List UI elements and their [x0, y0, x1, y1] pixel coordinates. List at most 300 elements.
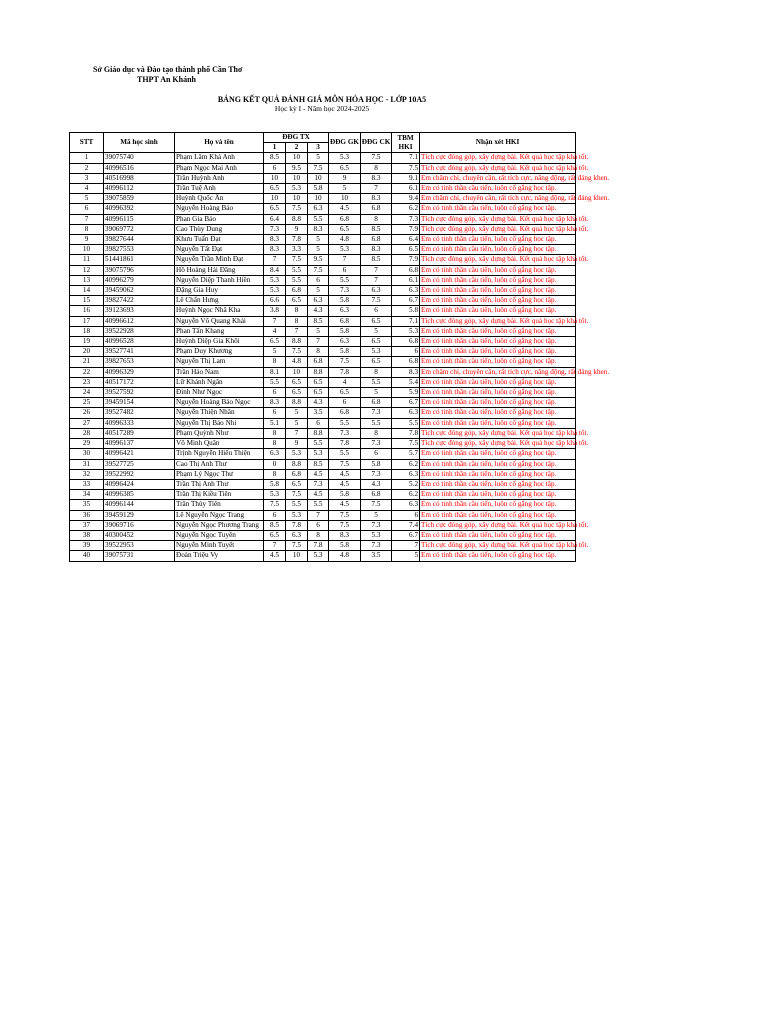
table-row: [70, 520, 576, 530]
cell-ck: 8: [361, 367, 392, 377]
cell-gk: 5.3: [329, 153, 361, 163]
table-row: [70, 235, 576, 245]
cell-tbm: 7.5: [392, 163, 420, 173]
cell-gk: 7.5: [329, 520, 361, 530]
cell-student-name: Trần Hảo Nam: [175, 367, 264, 377]
cell-ck: 5.5: [361, 377, 392, 387]
cell-gk: 7: [329, 255, 361, 265]
cell-stt: 16: [70, 306, 104, 316]
cell-tbm: 6.3: [392, 500, 420, 510]
cell-remark: Em có tinh thần cầu tiến, luôn cố gắng học tập.: [420, 245, 576, 255]
cell-ck: 7.5: [361, 296, 392, 306]
cell-remark: Tích cực đóng góp, xây dựng bài. Kết quả học tập khá tốt.: [421, 520, 589, 529]
cell-tx3: 8: [308, 347, 329, 357]
table-row: [70, 500, 576, 510]
cell-tx2: 5.5: [286, 500, 308, 510]
cell-tx1: 5.3: [264, 275, 286, 285]
cell-gk: 7.3: [329, 286, 361, 296]
cell-stt: 11: [70, 255, 104, 265]
cell-stt: 19: [70, 337, 104, 347]
cell-student-name: Nguyễn Trần Minh Đạt: [175, 255, 264, 265]
table-row: [70, 296, 576, 306]
cell-ck: 7: [361, 265, 392, 275]
cell-student-name: Huỳnh Ngọc Nhã Kha: [175, 306, 264, 316]
cell-stt: 34: [70, 490, 104, 500]
cell-stt: 30: [70, 449, 104, 459]
cell-stt: 21: [70, 357, 104, 367]
table-row: [70, 439, 576, 449]
cell-student-id: 39069772: [104, 224, 175, 234]
cell-stt: 1: [70, 153, 104, 163]
cell-tx1: 8.5: [264, 153, 286, 163]
cell-tx2: 7.5: [286, 255, 308, 265]
cell-tx3: 5.5: [308, 439, 329, 449]
cell-student-id: 39827422: [104, 296, 175, 306]
cell-tx3: 8.8: [308, 367, 329, 377]
cell-student-id: 40516998: [104, 173, 175, 183]
cell-tx2: 3.3: [286, 245, 308, 255]
cell-tx1: 6.5: [264, 530, 286, 540]
table-row: [70, 173, 576, 183]
cell-tbm: 5.8: [392, 306, 420, 316]
cell-tbm: 6.7: [392, 296, 420, 306]
cell-student-id: 39123693: [104, 306, 175, 316]
cell-gk: 5.5: [329, 275, 361, 285]
cell-remark: Em có tinh thần cầu tiến, luôn cố gắng học tập.: [420, 377, 576, 387]
cell-tx2: 10: [286, 173, 308, 183]
cell-ck: 7.3: [361, 469, 392, 479]
cell-stt: 10: [70, 245, 104, 255]
cell-student-id: 40996115: [104, 214, 175, 224]
cell-stt: 13: [70, 275, 104, 285]
cell-tx1: 4: [264, 326, 286, 336]
cell-stt: 23: [70, 377, 104, 387]
cell-remark: Em có tinh thần cầu tiến, luôn cố gắng học tập.: [420, 326, 576, 336]
cell-gk: 5.5: [329, 418, 361, 428]
cell-tx3: 6.5: [308, 377, 329, 387]
cell-tx3: 6: [308, 418, 329, 428]
cell-tx2: 10: [286, 367, 308, 377]
cell-gk: 4.5: [329, 204, 361, 214]
cell-tx3: 6.3: [308, 296, 329, 306]
cell-tx1: 6.5: [264, 337, 286, 347]
cell-student-id: 39527741: [104, 347, 175, 357]
cell-tx2: 6.8: [286, 469, 308, 479]
cell-gk: 4: [329, 377, 361, 387]
cell-tbm: 5.3: [392, 326, 420, 336]
cell-student-id: 39459154: [104, 398, 175, 408]
cell-ck: 3.5: [361, 551, 392, 561]
cell-stt: 40: [70, 551, 104, 561]
cell-tx1: 5.5: [264, 377, 286, 387]
cell-student-id: 39827644: [104, 235, 175, 245]
cell-student-id: 39827553: [104, 245, 175, 255]
cell-ck: 5.3: [361, 347, 392, 357]
cell-gk: 6.8: [329, 214, 361, 224]
cell-student-id: 39527725: [104, 459, 175, 469]
table-row: [70, 449, 576, 459]
table-header: [70, 133, 576, 153]
cell-tbm: 9.4: [392, 194, 420, 204]
cell-tx2: 8.8: [286, 214, 308, 224]
cell-ck: 8: [361, 214, 392, 224]
cell-tx1: 6: [264, 408, 286, 418]
cell-stt: 15: [70, 296, 104, 306]
cell-gk: 5.8: [329, 326, 361, 336]
cell-tbm: 5.9: [392, 388, 420, 398]
cell-gk: 8.3: [329, 530, 361, 540]
cell-student-id: 40996112: [104, 184, 175, 194]
cell-stt: 8: [70, 224, 104, 234]
cell-tbm: 7.4: [392, 520, 420, 530]
cell-student-id: 39459129: [104, 510, 175, 520]
cell-student-name: Nguyễn Thị Bảo Nhi: [175, 418, 264, 428]
table-row: [70, 388, 576, 398]
cell-student-name: Phan Gia Bảo: [175, 214, 264, 224]
cell-tx3: 5.5: [308, 500, 329, 510]
cell-tbm: 5.4: [392, 377, 420, 387]
cell-tx3: 8.5: [308, 459, 329, 469]
cell-student-id: 40996516: [104, 163, 175, 173]
cell-student-id: 39827653: [104, 357, 175, 367]
cell-tbm: 6.5: [392, 245, 420, 255]
cell-student-id: 40996385: [104, 490, 175, 500]
cell-student-name: Phan Tấn Khang: [175, 326, 264, 336]
cell-tx2: 4.8: [286, 357, 308, 367]
cell-stt: 3: [70, 173, 104, 183]
cell-tx2: 6.5: [286, 388, 308, 398]
cell-remark: Em chăm chỉ, chuyên cần, rất tích cực, năng động, rất đáng khen.: [421, 173, 610, 182]
table-row: [70, 357, 576, 367]
cell-remark: Em có tinh thần cầu tiến, luôn cố gắng học tập.: [420, 459, 576, 469]
table-row: [70, 408, 576, 418]
cell-student-id: 39522992: [104, 469, 175, 479]
cell-remark: Em có tinh thần cầu tiến, luôn cố gắng học tập.: [420, 388, 576, 398]
cell-remark: Tích cực đóng góp, xây dựng bài. Kết quả học tập khá tốt.: [421, 255, 589, 264]
cell-tx3: 7: [308, 510, 329, 520]
cell-stt: 37: [70, 520, 104, 530]
cell-stt: 39: [70, 541, 104, 551]
cell-tbm: 6.3: [392, 469, 420, 479]
table-row: [70, 316, 576, 326]
table-row: [70, 428, 576, 438]
cell-ck: 7.5: [361, 500, 392, 510]
cell-stt: 36: [70, 510, 104, 520]
cell-remark: Em có tinh thần cầu tiến, luôn cố gắng học tập.: [420, 235, 576, 245]
cell-student-name: Lữ Khánh Ngân: [175, 377, 264, 387]
cell-gk: 7.5: [329, 357, 361, 367]
cell-ck: 6.8: [361, 235, 392, 245]
cell-ck: 8.3: [361, 194, 392, 204]
cell-tx2: 5.5: [286, 265, 308, 275]
table-row: [70, 367, 576, 377]
cell-tbm: 8.3: [392, 367, 420, 377]
cell-remark: Em có tinh thần cầu tiến, luôn cố gắng học tập.: [420, 479, 576, 489]
cell-student-name: Nguyễn Ngọc Phương Trang: [175, 520, 264, 530]
department-name: Sở Giáo dục và Đào tạo thành phố Cần Thơ: [93, 65, 243, 74]
cell-stt: 25: [70, 398, 104, 408]
cell-tx3: 5: [308, 235, 329, 245]
cell-student-id: 39459062: [104, 286, 175, 296]
cell-student-name: Nguyễn Thị Lam: [175, 357, 264, 367]
cell-student-id: 39075731: [104, 551, 175, 561]
cell-student-id: 40996528: [104, 337, 175, 347]
cell-student-id: 40996612: [104, 316, 175, 326]
cell-student-name: Nguyễn Ngọc Tuyền: [175, 530, 264, 540]
cell-ck: 5.5: [361, 418, 392, 428]
cell-remark: Tích cực đóng góp, xây dựng bài. Kết quả học tập khá tốt.: [421, 224, 589, 233]
cell-tx2: 5.5: [286, 275, 308, 285]
cell-tx3: 7.3: [308, 479, 329, 489]
cell-remark: Em có tinh thần cầu tiến, luôn cố gắng học tập.: [420, 296, 576, 306]
cell-tbm: 5.2: [392, 479, 420, 489]
cell-remark: Em có tinh thần cầu tiến, luôn cố gắng học tập.: [420, 408, 576, 418]
cell-tbm: 7.9: [392, 224, 420, 234]
cell-ck: 7: [361, 275, 392, 285]
cell-tbm: 7.3: [392, 214, 420, 224]
cell-remark: Tích cực đóng góp, xây dựng bài. Kết quả học tập khá tốt.: [421, 428, 589, 437]
cell-tx2: 5.3: [286, 449, 308, 459]
cell-remark: Em có tinh thần cầu tiến, luôn cố gắng học tập.: [420, 204, 576, 214]
cell-ck: 8.3: [361, 245, 392, 255]
cell-student-id: 39075740: [104, 153, 175, 163]
cell-remark: Em có tinh thần cầu tiến, luôn cố gắng học tập.: [420, 398, 576, 408]
cell-remark: Em có tinh thần cầu tiến, luôn cố gắng học tập.: [420, 286, 576, 296]
cell-tx1: 6.3: [264, 449, 286, 459]
cell-remark: Em có tinh thần cầu tiến, luôn cố gắng học tập.: [420, 449, 576, 459]
cell-gk: 6.8: [329, 408, 361, 418]
cell-tbm: 6.8: [392, 337, 420, 347]
cell-tx3: 5.3: [308, 449, 329, 459]
cell-gk: 5.3: [329, 245, 361, 255]
cell-tbm: 6.7: [392, 530, 420, 540]
cell-remark: Em có tinh thần cầu tiến, luôn cố gắng học tập.: [420, 490, 576, 500]
cell-gk: 6.8: [329, 316, 361, 326]
cell-ck: 7: [361, 184, 392, 194]
cell-student-name: Phạm Ngọc Mai Anh: [175, 163, 264, 173]
cell-student-id: 51441861: [104, 255, 175, 265]
cell-ck: 6.8: [361, 204, 392, 214]
cell-ck: 7.3: [361, 408, 392, 418]
cell-tx2: 7.5: [286, 541, 308, 551]
cell-student-name: Nguyễn Diệp Thanh Hiền: [175, 275, 264, 285]
cell-tx3: 5.8: [308, 184, 329, 194]
cell-student-name: Huỳnh Diệp Gia Khôi: [175, 337, 264, 347]
cell-stt: 20: [70, 347, 104, 357]
cell-student-name: Nguyễn Thiện Nhân: [175, 408, 264, 418]
cell-remark: Tích cực đóng góp, xây dựng bài. Kết quả học tập khá tốt.: [421, 214, 589, 223]
cell-tx2: 6.5: [286, 296, 308, 306]
cell-ck: 5.8: [361, 459, 392, 469]
cell-tx1: 8.3: [264, 245, 286, 255]
cell-gk: 6: [329, 398, 361, 408]
cell-tx3: 10: [308, 173, 329, 183]
cell-tx1: 5.3: [264, 490, 286, 500]
cell-student-name: Cao Thị Anh Thư: [175, 459, 264, 469]
cell-tx2: 10: [286, 551, 308, 561]
cell-tx3: 6: [308, 275, 329, 285]
cell-tx2: 8.8: [286, 459, 308, 469]
cell-gk: 7.8: [329, 367, 361, 377]
cell-tx1: 8: [264, 428, 286, 438]
table-row: [70, 153, 576, 163]
cell-student-id: 40996421: [104, 449, 175, 459]
cell-student-id: 39522953: [104, 541, 175, 551]
cell-remark: Em có tinh thần cầu tiến, luôn cố gắng học tập.: [420, 337, 576, 347]
cell-tx2: 7.5: [286, 347, 308, 357]
cell-tbm: 5.7: [392, 449, 420, 459]
cell-gk: 5.8: [329, 296, 361, 306]
cell-tx1: 10: [264, 173, 286, 183]
cell-remark: Em có tinh thần cầu tiến, luôn cố gắng học tập.: [420, 418, 576, 428]
cell-student-id: 40996144: [104, 500, 175, 510]
cell-student-id: 40996329: [104, 367, 175, 377]
cell-tx3: 7: [308, 337, 329, 347]
cell-tx3: 5: [308, 326, 329, 336]
col-header-stt: STT: [70, 133, 104, 153]
cell-tbm: 6.8: [392, 265, 420, 275]
cell-tx3: 8: [308, 530, 329, 540]
cell-stt: 33: [70, 479, 104, 489]
cell-tbm: 6.4: [392, 235, 420, 245]
cell-tx1: 7.3: [264, 224, 286, 234]
cell-tx3: 5.5: [308, 214, 329, 224]
cell-gk: 6: [329, 265, 361, 275]
cell-tx1: 7: [264, 316, 286, 326]
table-row: [70, 224, 576, 234]
cell-tx2: 10: [286, 194, 308, 204]
table-row: [70, 347, 576, 357]
cell-tx3: 6.8: [308, 357, 329, 367]
cell-ck: 6.5: [361, 337, 392, 347]
cell-remark: Em có tinh thần cầu tiến, luôn cố gắng học tập.: [420, 551, 576, 561]
cell-tx3: 8.3: [308, 224, 329, 234]
cell-tx1: 8: [264, 439, 286, 449]
cell-tx3: 9.5: [308, 255, 329, 265]
table-row: [70, 530, 576, 540]
cell-tx2: 5.3: [286, 510, 308, 520]
cell-gk: 5.8: [329, 541, 361, 551]
report-subtitle: Học kỳ I - Năm học 2024-2025: [274, 104, 370, 113]
table-row: [70, 490, 576, 500]
cell-student-name: Trần Huỳnh Anh: [175, 173, 264, 183]
cell-tx1: 7: [264, 255, 286, 265]
cell-student-name: Phạm Lâm Khả Anh: [175, 153, 264, 163]
cell-tx1: 0: [264, 459, 286, 469]
cell-student-id: 40996137: [104, 439, 175, 449]
cell-stt: 27: [70, 418, 104, 428]
cell-student-name: Trần Tuệ Anh: [175, 184, 264, 194]
cell-tbm: 6: [392, 347, 420, 357]
cell-gk: 6.5: [329, 388, 361, 398]
cell-gk: 6.5: [329, 224, 361, 234]
cell-stt: 5: [70, 194, 104, 204]
cell-tx1: 5.3: [264, 286, 286, 296]
cell-tx1: 6.5: [264, 204, 286, 214]
cell-tx2: 8.8: [286, 337, 308, 347]
cell-ck: 6: [361, 449, 392, 459]
cell-stt: 26: [70, 408, 104, 418]
cell-stt: 32: [70, 469, 104, 479]
table-row: [70, 204, 576, 214]
table-row: [70, 245, 576, 255]
table-row: [70, 469, 576, 479]
cell-tbm: 5.5: [392, 418, 420, 428]
table-row: [70, 551, 576, 561]
cell-stt: 24: [70, 388, 104, 398]
cell-student-id: 40996424: [104, 479, 175, 489]
table-body: [70, 153, 610, 561]
cell-stt: 28: [70, 428, 104, 438]
cell-student-name: Lê Chấn Hưng: [175, 296, 264, 306]
cell-student-name: Hồ Hoàng Hải Đăng: [175, 265, 264, 275]
cell-tbm: 7: [392, 541, 420, 551]
cell-tbm: 6.1: [392, 275, 420, 285]
cell-gk: 5: [329, 184, 361, 194]
cell-remark: Em có tinh thần cầu tiến, luôn cố gắng học tập.: [420, 357, 576, 367]
cell-remark: Em chăm chỉ, chuyên cần, rất tích cực, năng động, rất đáng khen.: [421, 194, 610, 203]
cell-tx1: 5: [264, 347, 286, 357]
cell-tx1: 6: [264, 163, 286, 173]
cell-ck: 6.3: [361, 286, 392, 296]
cell-tx3: 6: [308, 520, 329, 530]
cell-tbm: 7.1: [392, 153, 420, 163]
cell-student-id: 40996392: [104, 204, 175, 214]
table-row: [70, 510, 576, 520]
col-header-tx3: 3: [308, 143, 329, 153]
cell-student-name: Cao Thùy Dung: [175, 224, 264, 234]
col-header-remark: Nhận xét HKI: [420, 133, 576, 153]
cell-tx1: 5.8: [264, 479, 286, 489]
cell-remark: Em có tinh thần cầu tiến, luôn cố gắng học tập.: [420, 265, 576, 275]
cell-stt: 12: [70, 265, 104, 275]
cell-tx1: 3.8: [264, 306, 286, 316]
cell-student-id: 39522928: [104, 326, 175, 336]
cell-tx1: 6.6: [264, 296, 286, 306]
table-row: [70, 306, 576, 316]
cell-gk: 4.8: [329, 551, 361, 561]
cell-gk: 4.5: [329, 500, 361, 510]
cell-tbm: 6.2: [392, 490, 420, 500]
cell-remark: Tích cực đóng góp, xây dựng bài. Kết quả học tập khá tốt.: [421, 541, 589, 550]
cell-tx3: 10: [308, 194, 329, 204]
cell-tx1: 6.4: [264, 214, 286, 224]
cell-ck: 8.5: [361, 255, 392, 265]
cell-stt: 22: [70, 367, 104, 377]
cell-tx2: 9: [286, 224, 308, 234]
cell-tx2: 6.8: [286, 286, 308, 296]
cell-tbm: 6.2: [392, 204, 420, 214]
cell-tx1: 8.4: [264, 265, 286, 275]
cell-gk: 6.3: [329, 306, 361, 316]
cell-tx2: 7.8: [286, 235, 308, 245]
cell-tx1: 6.5: [264, 184, 286, 194]
cell-remark: Em có tinh thần cầu tiến, luôn cố gắng học tập.: [420, 530, 576, 540]
cell-tbm: 7.5: [392, 439, 420, 449]
cell-tx3: 6.5: [308, 388, 329, 398]
cell-tx2: 5: [286, 418, 308, 428]
cell-tx2: 6.3: [286, 530, 308, 540]
cell-ck: 5.3: [361, 530, 392, 540]
table-row: [70, 163, 576, 173]
cell-remark: Em chăm chỉ, chuyên cần, rất tích cực, năng động, rất đáng khen.: [421, 367, 610, 376]
cell-ck: 8.5: [361, 224, 392, 234]
table-row: [70, 194, 576, 204]
cell-remark: Tích cực đóng góp, xây dựng bài. Kết quả học tập khá tốt.: [421, 163, 589, 172]
cell-student-id: 39527592: [104, 388, 175, 398]
cell-ck: 6.5: [361, 357, 392, 367]
cell-student-id: 39069716: [104, 520, 175, 530]
